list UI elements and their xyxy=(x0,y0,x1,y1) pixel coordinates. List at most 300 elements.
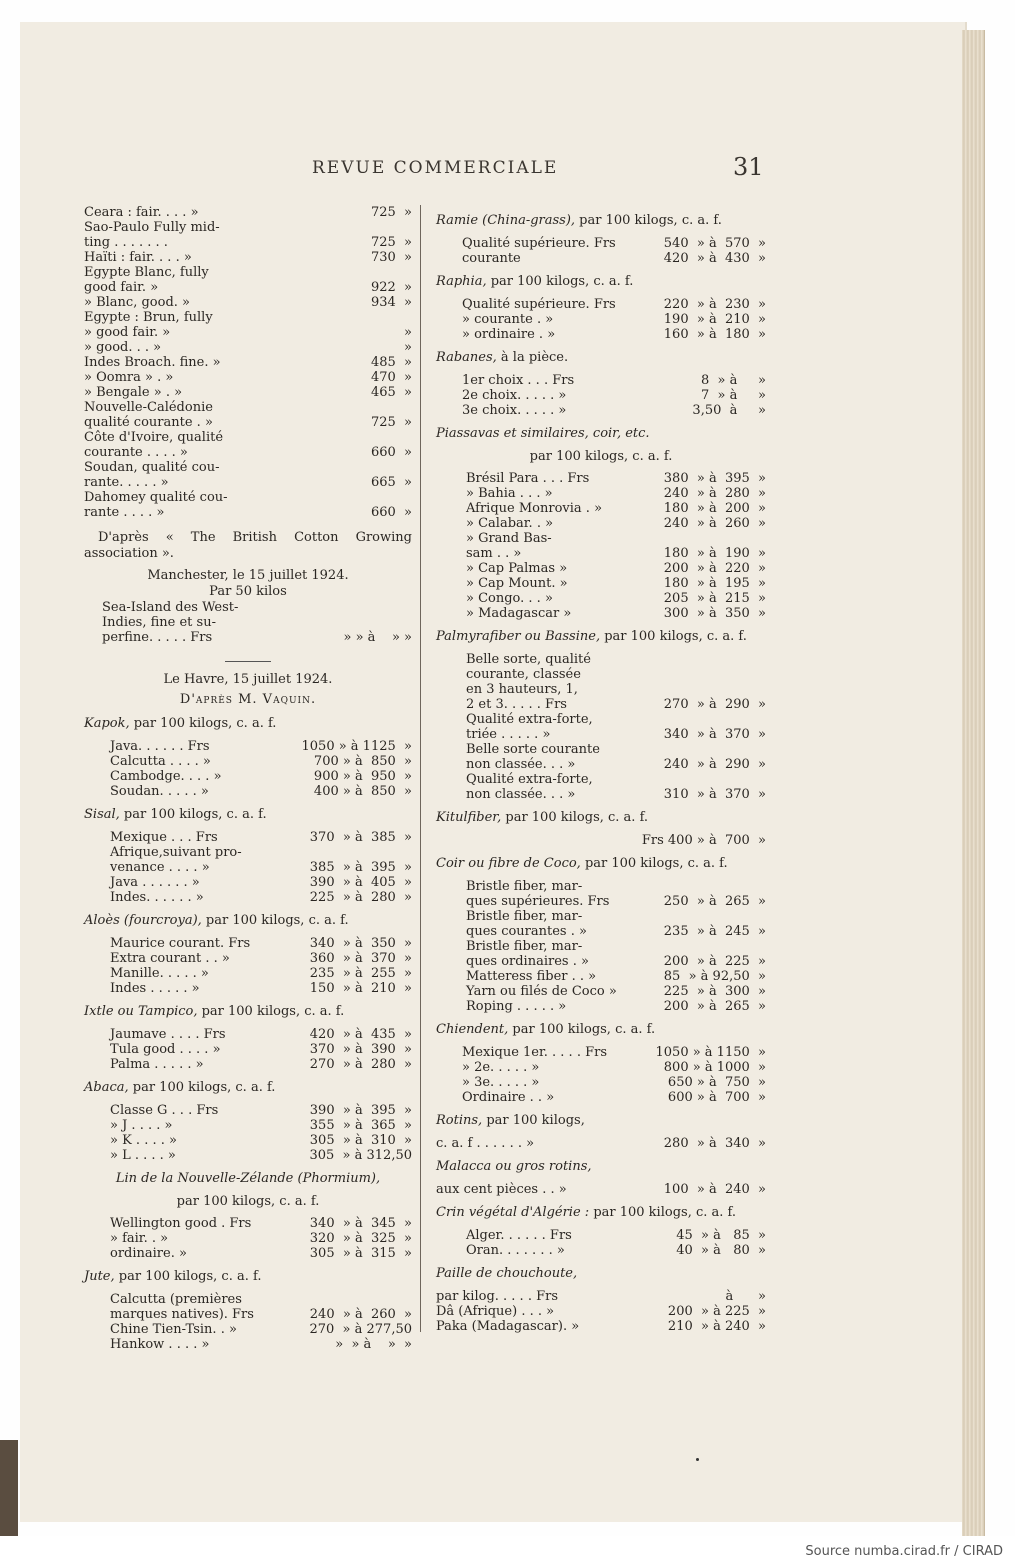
column-divider xyxy=(420,205,421,1332)
row-values: 190 » à 210 » xyxy=(663,312,766,327)
price-block xyxy=(110,739,412,799)
row-values: 340 » à 345 » xyxy=(309,1216,412,1231)
section-heading xyxy=(436,809,766,827)
row-values: 660 » xyxy=(370,505,412,520)
price-row xyxy=(110,1216,412,1231)
row-values xyxy=(581,667,766,682)
price-row xyxy=(84,295,412,310)
price-row xyxy=(110,966,412,981)
section-heading xyxy=(436,1158,766,1176)
price-row xyxy=(102,615,412,630)
price-row xyxy=(466,954,766,969)
row-label: marques natives). Frs xyxy=(110,1307,254,1322)
price-row xyxy=(462,297,766,312)
section-unit: par 100 kilogs, c. a. f. xyxy=(589,1205,737,1220)
row-values: 385 » à 395 » xyxy=(309,860,412,875)
price-row xyxy=(466,999,766,1014)
price-row xyxy=(84,505,412,520)
price-row xyxy=(466,712,766,727)
section-title: Kitulfiber, xyxy=(436,810,502,825)
row-values: 200 » à 265 » xyxy=(663,999,766,1014)
row-label: » Bahia . . . » xyxy=(466,486,553,501)
row-values: 400 » à 850 » xyxy=(313,784,412,799)
section-unit: par 100 kilogs, c. a. f. xyxy=(508,1022,656,1037)
row-label: Sao-Paulo Fully mid- xyxy=(84,220,220,235)
section-title: Paille de chouchoute, xyxy=(436,1266,578,1281)
row-values: 225 » à 300 » xyxy=(663,984,766,999)
price-row xyxy=(462,403,766,418)
price-row xyxy=(110,951,412,966)
price-row xyxy=(466,546,766,561)
row-label: rante . . . . » xyxy=(84,505,165,520)
section-heading xyxy=(84,1003,412,1021)
row-values: 305 » à 310 » xyxy=(309,1133,412,1148)
price-row xyxy=(84,415,412,430)
row-label: ques supérieures. Frs xyxy=(466,894,610,909)
row-label: » good fair. » xyxy=(84,325,171,340)
price-row xyxy=(462,1090,766,1105)
left-column xyxy=(84,205,412,1352)
section-unit: à la pièce. xyxy=(496,350,569,365)
row-label: ting . . . . . . . xyxy=(84,235,168,250)
price-row xyxy=(110,1057,412,1072)
row-label: qualité courante . » xyxy=(84,415,213,430)
row-values: 725 » xyxy=(370,415,412,430)
price-row xyxy=(110,769,412,784)
price-row xyxy=(84,265,412,280)
row-values: 922 » xyxy=(370,280,412,295)
row-values: 320 » à 325 » xyxy=(309,1231,412,1246)
section-heading xyxy=(84,715,412,733)
row-values: 300 » à 350 » xyxy=(663,606,766,621)
section-title: Piassavas et similaires, coir, etc. xyxy=(436,426,650,441)
section-heading xyxy=(436,212,766,230)
row-values xyxy=(578,682,766,697)
price-row xyxy=(84,235,412,250)
row-values xyxy=(593,712,766,727)
section-title: Coir ou fibre de Coco, xyxy=(436,856,581,871)
row-label: Haïti : fair. . . . » xyxy=(84,250,192,265)
section-title: Lin de la Nouvelle-Zélande (Phormium), xyxy=(115,1171,381,1186)
price-row xyxy=(110,784,412,799)
row-label: Palma . . . . . » xyxy=(110,1057,204,1072)
row-label: Java . . . . . . » xyxy=(110,875,200,890)
section-title: Jute, xyxy=(84,1269,115,1284)
price-row xyxy=(466,969,766,984)
row-values: 305 » à 312,50 xyxy=(309,1148,412,1163)
row-label: Cambodge. . . . » xyxy=(110,769,222,784)
price-row xyxy=(462,388,766,403)
source-credit[interactable]: Source numba.cirad.fr / CIRAD xyxy=(805,1544,1003,1559)
price-row xyxy=(466,1228,766,1243)
row-label: » Cap Mount. » xyxy=(466,576,568,591)
row-label: » 2e. . . . . » xyxy=(462,1060,540,1075)
price-row xyxy=(110,1103,412,1118)
row-values: 540 » à 570 » xyxy=(663,236,766,251)
row-values: 7 » à » xyxy=(701,388,766,403)
row-label: 3e choix. . . . . » xyxy=(462,403,567,418)
row-label: Nouvelle-Calédonie xyxy=(84,400,213,415)
row-values: 270 » à 277,50 xyxy=(309,1322,412,1337)
row-values: 340 » à 370 » xyxy=(663,727,766,742)
book-spine xyxy=(0,1440,18,1536)
section-unit: par 100 kilogs, c. a. f. xyxy=(600,629,747,644)
row-label: Paka (Madagascar). » xyxy=(436,1319,580,1334)
row-label: » J . . . . » xyxy=(110,1118,173,1133)
row-label: Soudan. . . . . » xyxy=(110,784,209,799)
row-values: 205 » à 215 » xyxy=(663,591,766,606)
price-row xyxy=(110,1042,412,1057)
row-label: » Oomra » . » xyxy=(84,370,174,385)
row-label: Mexique 1er. . . . . Frs xyxy=(462,1045,607,1060)
row-values xyxy=(238,600,412,615)
price-row xyxy=(110,845,412,860)
dateline: Le Havre, 15 juillet 1924. xyxy=(163,672,333,687)
row-label: courante xyxy=(462,251,521,266)
price-row xyxy=(462,236,766,251)
price-block xyxy=(466,1228,766,1258)
row-values: 250 » à 265 » xyxy=(663,894,766,909)
section-unit: par 100 kilogs, c. a. f. xyxy=(128,1080,276,1095)
row-values: 270 » à 290 » xyxy=(663,697,766,712)
price-row xyxy=(110,1307,412,1322)
row-values: » » à » » xyxy=(343,630,412,645)
row-label: Sea-Island des West- xyxy=(102,600,239,615)
row-values: » xyxy=(391,325,412,340)
row-values: 200 » à 220 » xyxy=(663,561,766,576)
section-title: Abaca, xyxy=(84,1080,129,1095)
section-heading xyxy=(436,349,766,367)
price-row xyxy=(466,516,766,531)
row-values xyxy=(209,265,412,280)
section-heading xyxy=(436,1204,766,1222)
section-unit: par 100 kilogs, c. a. f. xyxy=(129,716,277,731)
price-row xyxy=(462,1060,766,1075)
row-label: courante, classée xyxy=(466,667,581,682)
row-values: 200 » à 225 » xyxy=(663,954,766,969)
price-block xyxy=(110,830,412,905)
row-label: Afrique,suivant pro- xyxy=(110,845,242,860)
price-row xyxy=(84,385,412,400)
price-row xyxy=(84,460,412,475)
row-values: 280 » à 340 » xyxy=(663,1136,766,1151)
row-label: ordinaire. » xyxy=(110,1246,187,1261)
section-heading xyxy=(436,1112,766,1130)
price-row xyxy=(84,370,412,385)
row-values xyxy=(228,490,412,505)
source-note: D'après « The British Cotton Growing association ». xyxy=(84,530,412,561)
row-label: Roping . . . . . » xyxy=(466,999,567,1014)
row-label: Ordinaire . . » xyxy=(462,1090,555,1105)
row-values xyxy=(582,879,766,894)
price-block xyxy=(436,1289,766,1334)
row-values: 160 » à 180 » xyxy=(663,327,766,342)
row-label: Maurice courant. Frs xyxy=(110,936,251,951)
section-heading xyxy=(436,425,766,443)
section-heading xyxy=(436,273,766,291)
price-block xyxy=(462,236,766,266)
price-row xyxy=(84,340,412,355)
price-row xyxy=(466,531,766,546)
section-unit: par 100 kilogs, c. a. f. xyxy=(197,1004,345,1019)
row-values: » xyxy=(391,340,412,355)
row-label: » 3e. . . . . » xyxy=(462,1075,540,1090)
row-label: Extra courant . . » xyxy=(110,951,230,966)
row-values: » » à » » xyxy=(335,1337,412,1352)
row-label: Qualité extra-forte, xyxy=(466,772,593,787)
row-label: rante. . . . . » xyxy=(84,475,169,490)
unit-line: par 100 kilogs, c. a. f. xyxy=(176,1194,320,1209)
price-row xyxy=(466,727,766,742)
section-unit: par 100 kilogs, c. a. f. xyxy=(501,810,649,825)
row-values: 150 » à 210 » xyxy=(309,981,412,996)
price-row xyxy=(466,757,766,772)
row-label: Soudan, qualité cou- xyxy=(84,460,220,475)
row-label: Qualité supérieure. Frs xyxy=(462,297,616,312)
price-row xyxy=(466,1243,766,1258)
price-row xyxy=(110,739,412,754)
row-values: 370 » à 385 » xyxy=(309,830,412,845)
row-label: » courante . » xyxy=(462,312,554,327)
price-row xyxy=(466,606,766,621)
price-row xyxy=(84,325,412,340)
section-heading xyxy=(436,855,766,873)
price-row xyxy=(84,430,412,445)
row-values: 100 » à 240 » xyxy=(663,1182,766,1197)
row-values: 3,50 à » xyxy=(692,403,766,418)
price-block xyxy=(110,1292,412,1352)
price-row xyxy=(466,909,766,924)
price-row xyxy=(466,591,766,606)
row-values: 1050 » à 1150 » xyxy=(655,1045,766,1060)
row-values: 180 » à 190 » xyxy=(663,546,766,561)
row-values: 220 » à 230 » xyxy=(663,297,766,312)
row-values: 85 » à 92,50 » xyxy=(663,969,766,984)
row-values: 485 » xyxy=(370,355,412,370)
row-label: 2 et 3. . . . . Frs xyxy=(466,697,567,712)
row-values: 725 » xyxy=(370,205,412,220)
section-unit: par 100 kilogs, c. a. f. xyxy=(119,807,267,822)
price-row xyxy=(110,1337,412,1352)
price-block xyxy=(462,373,766,418)
price-row xyxy=(466,924,766,939)
row-label: non classée. . . » xyxy=(466,787,576,802)
dateline: Manchester, le 15 juillet 1924. xyxy=(147,568,349,583)
price-row xyxy=(436,1136,766,1151)
row-values: 240 » à 260 » xyxy=(663,516,766,531)
row-values: Frs 400 » à 700 » xyxy=(641,833,766,848)
section-title: Aloès (fourcroya), xyxy=(84,913,202,928)
section-title: Ixtle ou Tampico, xyxy=(84,1004,198,1019)
row-label: venance . . . . » xyxy=(110,860,210,875)
row-label: 2e choix. . . . . » xyxy=(462,388,567,403)
row-label: » Madagascar » xyxy=(466,606,572,621)
row-values: 390 » à 405 » xyxy=(309,875,412,890)
section-unit: par 100 kilogs, c. a. f. xyxy=(201,913,349,928)
price-block xyxy=(110,1216,412,1261)
row-label: courante . . . . » xyxy=(84,445,188,460)
row-label: » Grand Bas- xyxy=(466,531,552,546)
row-values: 340 » à 350 » xyxy=(309,936,412,951)
row-values: 800 » à 1000 » xyxy=(663,1060,766,1075)
row-values: 390 » à 395 » xyxy=(309,1103,412,1118)
section-heading xyxy=(84,1079,412,1097)
row-values xyxy=(591,652,766,667)
price-row xyxy=(436,1182,766,1197)
price-block xyxy=(466,879,766,1014)
row-values: 650 » à 750 » xyxy=(667,1075,766,1090)
price-row xyxy=(462,251,766,266)
row-label: Bristle fiber, mar- xyxy=(466,909,583,924)
row-values: à » xyxy=(725,1289,766,1304)
price-row xyxy=(466,879,766,894)
price-block xyxy=(466,652,766,802)
page-number: 31 xyxy=(733,153,764,181)
row-values: 900 » à 950 » xyxy=(313,769,412,784)
section-title: Chiendent, xyxy=(436,1022,509,1037)
row-label: c. a. f . . . . . . » xyxy=(436,1136,535,1151)
row-values xyxy=(220,460,413,475)
price-row xyxy=(110,1292,412,1307)
row-label: Egypte : Brun, fully xyxy=(84,310,213,325)
row-label: Mexique . . . Frs xyxy=(110,830,218,845)
row-values: 240 » à 260 » xyxy=(309,1307,412,1322)
price-row xyxy=(84,310,412,325)
running-head: REVUE COMMERCIALE xyxy=(312,158,559,178)
unit-line: par 100 kilogs, c. a. f. xyxy=(529,449,673,464)
price-row xyxy=(110,890,412,905)
price-block xyxy=(110,936,412,996)
row-values xyxy=(593,772,766,787)
row-values xyxy=(213,400,412,415)
page-edges xyxy=(962,30,985,1540)
price-row xyxy=(110,1027,412,1042)
section-heading xyxy=(84,912,412,930)
price-row xyxy=(110,1118,412,1133)
section-title: Rotins, xyxy=(436,1113,483,1128)
row-label: Classe G . . . Frs xyxy=(110,1103,219,1118)
row-label: » L . . . . » xyxy=(110,1148,176,1163)
price-row xyxy=(84,280,412,295)
row-label: Ceara : fair. . . . » xyxy=(84,205,199,220)
row-label: Qualité extra-forte, xyxy=(466,712,593,727)
row-values: 235 » à 255 » xyxy=(309,966,412,981)
row-label: Brésil Para . . . Frs xyxy=(466,471,590,486)
row-values: 420 » à 430 » xyxy=(663,251,766,266)
price-row xyxy=(110,860,412,875)
price-row xyxy=(110,1231,412,1246)
row-label: ques courantes . » xyxy=(466,924,587,939)
price-row xyxy=(466,576,766,591)
row-label: Dahomey qualité cou- xyxy=(84,490,228,505)
row-label: Java. . . . . . Frs xyxy=(110,739,210,754)
row-label: good fair. » xyxy=(84,280,159,295)
row-label: » Bengale » . » xyxy=(84,385,183,400)
price-row xyxy=(102,600,412,615)
row-values: 600 » à 700 » xyxy=(667,1090,766,1105)
row-values: 470 » xyxy=(370,370,412,385)
price-row xyxy=(462,1075,766,1090)
row-values: 240 » à 280 » xyxy=(663,486,766,501)
row-values: 360 » à 370 » xyxy=(309,951,412,966)
row-values: 40 » à 80 » xyxy=(676,1243,766,1258)
row-label: sam . . » xyxy=(466,546,522,561)
row-values: 420 » à 435 » xyxy=(309,1027,412,1042)
row-label: » K . . . . » xyxy=(110,1133,177,1148)
price-row xyxy=(84,205,412,220)
section-title: Raphia, xyxy=(436,274,487,289)
row-label: Côte d'Ivoire, qualité xyxy=(84,430,224,445)
row-label: Bristle fiber, mar- xyxy=(466,879,583,894)
right-column xyxy=(436,205,766,1334)
row-label: Matteress fiber . . » xyxy=(466,969,597,984)
section-unit: par 100 kilogs, c. a. f. xyxy=(114,1269,262,1284)
row-label: » Congo. . . » xyxy=(466,591,553,606)
price-row xyxy=(466,939,766,954)
sea-island-block xyxy=(102,600,412,645)
price-row xyxy=(84,490,412,505)
row-values: 180 » à 200 » xyxy=(663,501,766,516)
price-row xyxy=(466,501,766,516)
price-row xyxy=(462,1045,766,1060)
printer-mark xyxy=(696,1458,699,1461)
row-values: 305 » à 315 » xyxy=(309,1246,412,1261)
row-label: en 3 hauteurs, 1, xyxy=(466,682,578,697)
byline: D'après M. Vaquin. xyxy=(179,692,317,707)
price-row xyxy=(110,875,412,890)
price-row xyxy=(436,1304,766,1319)
price-row xyxy=(466,561,766,576)
price-row xyxy=(436,833,766,848)
price-row xyxy=(462,373,766,388)
row-label: Tula good . . . . » xyxy=(110,1042,221,1057)
row-values xyxy=(213,310,412,325)
price-row xyxy=(466,486,766,501)
row-label: Yarn ou filés de Coco » xyxy=(466,984,617,999)
row-label: » fair. . » xyxy=(110,1231,169,1246)
price-row xyxy=(466,652,766,667)
price-row xyxy=(84,400,412,415)
section-title: Ramie (China-grass), xyxy=(436,213,576,228)
row-label: » Blanc, good. » xyxy=(84,295,190,310)
row-label: 1er choix . . . Frs xyxy=(462,373,575,388)
row-label: perfine. . . . . Frs xyxy=(102,630,213,645)
section-rule xyxy=(225,661,271,662)
row-label: Oran. . . . . . . » xyxy=(466,1243,565,1258)
price-row xyxy=(110,981,412,996)
row-values: 934 » xyxy=(370,295,412,310)
row-values: 665 » xyxy=(370,475,412,490)
price-row xyxy=(102,630,412,645)
row-values: 45 » à 85 » xyxy=(676,1228,766,1243)
price-row xyxy=(84,220,412,235)
row-values xyxy=(242,845,412,860)
row-label: Egypte Blanc, fully xyxy=(84,265,209,280)
price-row xyxy=(84,250,412,265)
price-block xyxy=(110,1027,412,1072)
price-row xyxy=(110,830,412,845)
price-row xyxy=(110,1246,412,1261)
row-label: aux cent pièces . . » xyxy=(436,1182,567,1197)
row-values: 225 » à 280 » xyxy=(309,890,412,905)
row-values xyxy=(220,220,412,235)
row-values: 1050 » à 1125 » xyxy=(301,739,412,754)
price-row xyxy=(110,1322,412,1337)
row-label: Dâ (Afrique) . . . » xyxy=(436,1304,555,1319)
price-block xyxy=(110,1103,412,1163)
row-label: Jaumave . . . . Frs xyxy=(110,1027,226,1042)
section-unit: par 100 kilogs, c. a. f. xyxy=(575,213,722,228)
